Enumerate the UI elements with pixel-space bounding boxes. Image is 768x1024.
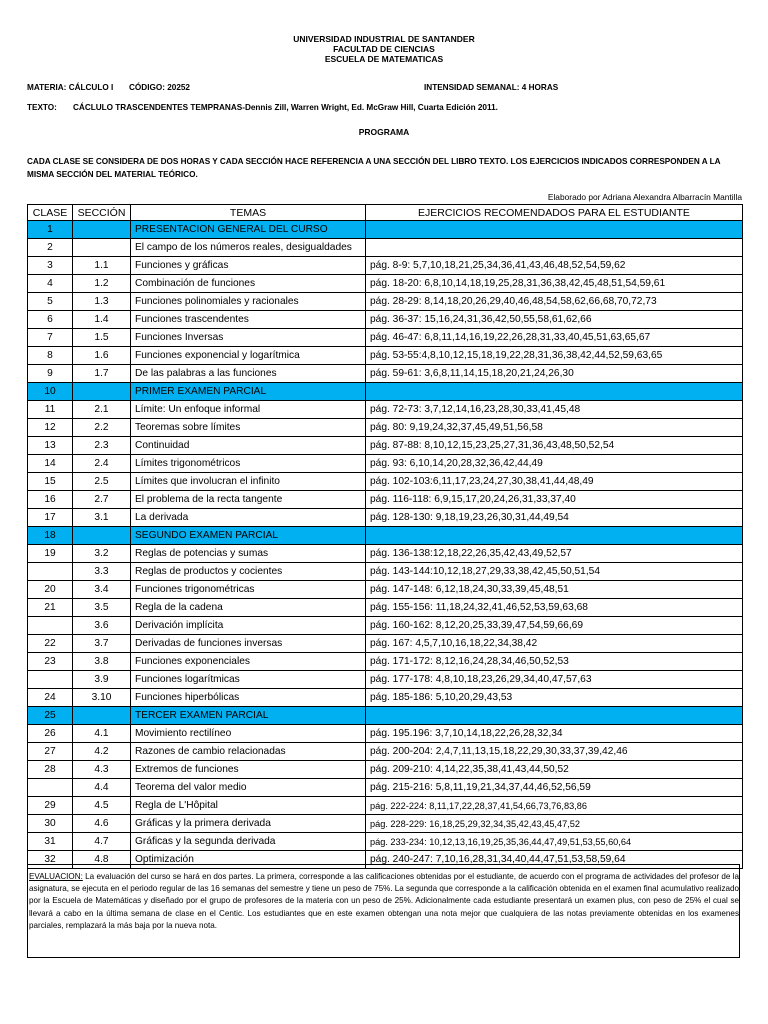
cell-tema: Funciones y gráficas — [131, 257, 366, 275]
cell-seccion: 3.10 — [73, 689, 131, 707]
cell-seccion: 1.7 — [73, 365, 131, 383]
cell-seccion: 3.8 — [73, 653, 131, 671]
table-row — [28, 293, 743, 311]
table-row — [28, 689, 743, 707]
cell-clase: 22 — [28, 635, 73, 653]
cell-ejercicios: pág. 147-148: 6,12,18,24,30,33,39,45,48,51 — [366, 581, 743, 599]
cell-tema: PRESENTACION GENERAL DEL CURSO — [131, 221, 366, 239]
cell-seccion: 2.2 — [73, 419, 131, 437]
cell-clase: 26 — [28, 725, 73, 743]
table-row — [28, 725, 743, 743]
cell-seccion: 4.2 — [73, 743, 131, 761]
cell-tema: Funciones logarítmicas — [131, 671, 366, 689]
cell-ejercicios: pág. 80: 9,19,24,32,37,45,49,51,56,58 — [366, 419, 743, 437]
cell-ejercicios: pág. 228-229: 16,18,25,29,32,34,35,42,43,45,47,52 — [366, 815, 743, 833]
cell-clase: 19 — [28, 545, 73, 563]
program-title: PROGRAMA — [358, 127, 410, 137]
faculty-name: FACULTAD DE CIENCIAS — [333, 44, 435, 54]
table-row — [28, 311, 743, 329]
table-row — [28, 401, 743, 419]
exam-row — [28, 527, 743, 545]
cell-seccion — [73, 707, 131, 725]
cell-tema: De las palabras a las funciones — [131, 365, 366, 383]
cell-clase: 31 — [28, 833, 73, 851]
cell-seccion: 2.5 — [73, 473, 131, 491]
cell-ejercicios: pág. 185-186: 5,10,20,29,43,53 — [366, 689, 743, 707]
cell-clase: 29 — [28, 797, 73, 815]
cell-tema: Regla de la cadena — [131, 599, 366, 617]
cell-seccion — [73, 527, 131, 545]
cell-tema: Combinación de funciones — [131, 275, 366, 293]
cell-tema: Optimización — [131, 851, 366, 869]
table-row — [28, 275, 743, 293]
schedule-table — [27, 204, 743, 869]
cell-clase: 15 — [28, 473, 73, 491]
cell-ejercicios: pág. 136-138:12,18,22,26,35,42,43,49,52,57 — [366, 545, 743, 563]
cell-tema: Derivadas de funciones inversas — [131, 635, 366, 653]
cell-tema: Funciones exponencial y logarítmica — [131, 347, 366, 365]
cell-seccion: 1.4 — [73, 311, 131, 329]
cell-seccion: 1.6 — [73, 347, 131, 365]
cell-ejercicios: pág. 102-103:6,11,17,23,24,27,30,38,41,44,48,49 — [366, 473, 743, 491]
cell-ejercicios: pág. 233-234: 10,12,13,16,19,25,35,36,44,47,49,51,53,55,60,64 — [366, 833, 743, 851]
header-seccion: SECCIÓN — [73, 205, 131, 221]
cell-seccion: 1.2 — [73, 275, 131, 293]
cell-clase: 20 — [28, 581, 73, 599]
cell-clase: 11 — [28, 401, 73, 419]
table-row — [28, 257, 743, 275]
cell-clase: 1 — [28, 221, 73, 239]
cell-seccion: 1.1 — [73, 257, 131, 275]
cell-ejercicios: pág. 240-247: 7,10,16,28,31,34,40,44,47,51,53,58,59,64 — [366, 851, 743, 869]
cell-ejercicios: pág. 143-144:10,12,18,27,29,33,38,42,45,50,51,54 — [366, 563, 743, 581]
cell-tema: Reglas de productos y cocientes — [131, 563, 366, 581]
table-row — [28, 491, 743, 509]
cell-ejercicios: pág. 8-9: 5,7,10,18,21,25,34,36,41,43,46,48,52,54,59,62 — [366, 257, 743, 275]
cell-clase: 3 — [28, 257, 73, 275]
weekly-intensity: INTENSIDAD SEMANAL: 4 HORAS — [424, 83, 559, 92]
cell-seccion: 3.2 — [73, 545, 131, 563]
cell-clase: 14 — [28, 455, 73, 473]
cell-tema: Teorema del valor medio — [131, 779, 366, 797]
table-row — [28, 761, 743, 779]
table-row — [28, 563, 743, 581]
course-code: CÓDIGO: 20252 — [129, 83, 190, 92]
cell-clase: 2 — [28, 239, 73, 257]
cell-ejercicios: pág. 59-61: 3,6,8,11,14,15,18,20,21,24,26,30 — [366, 365, 743, 383]
cell-ejercicios: pág. 128-130: 9,18,19,23,26,30,31,44,49,54 — [366, 509, 743, 527]
table-row — [28, 617, 743, 635]
cell-tema: El problema de la recta tangente — [131, 491, 366, 509]
table-row — [28, 635, 743, 653]
cell-tema: Movimiento rectilíneo — [131, 725, 366, 743]
cell-ejercicios: pág. 36-37: 15,16,24,31,36,42,50,55,58,61,62,66 — [366, 311, 743, 329]
cell-seccion: 4.5 — [73, 797, 131, 815]
cell-ejercicios: pág. 177-178: 4,8,10,18,23,26,29,34,40,47,57,63 — [366, 671, 743, 689]
cell-clase: 18 — [28, 527, 73, 545]
cell-seccion — [73, 239, 131, 257]
cell-ejercicios: pág. 195.196: 3,7,10,14,18,22,26,28,32,34 — [366, 725, 743, 743]
exam-row — [28, 221, 743, 239]
cell-clase: 23 — [28, 653, 73, 671]
note-line-1: CADA CLASE SE CONSIDERA DE DOS HORAS Y CADA SECCIÓN HACE REFERENCIA A UNA SECCIÓN DEL LIBRO TEXTO. LOS EJERCICIOS INDICADOS CORRESPONDEN A LA — [27, 157, 721, 166]
table-row — [28, 347, 743, 365]
cell-clase: 8 — [28, 347, 73, 365]
cell-tema: Funciones trigonométricas — [131, 581, 366, 599]
cell-clase: 25 — [28, 707, 73, 725]
cell-seccion: 2.3 — [73, 437, 131, 455]
cell-seccion: 3.4 — [73, 581, 131, 599]
table-row — [28, 653, 743, 671]
cell-clase: 9 — [28, 365, 73, 383]
course-name: MATERIA: CÁLCULO I — [27, 83, 114, 92]
cell-ejercicios — [366, 239, 743, 257]
cell-clase: 4 — [28, 275, 73, 293]
cell-seccion: 4.4 — [73, 779, 131, 797]
cell-tema: Continuidad — [131, 437, 366, 455]
table-row — [28, 437, 743, 455]
cell-ejercicios: pág. 155-156: 11,18,24,32,41,46,52,53,59,63,68 — [366, 599, 743, 617]
cell-tema: TERCER EXAMEN PARCIAL — [131, 707, 366, 725]
cell-seccion: 3.5 — [73, 599, 131, 617]
cell-seccion: 2.7 — [73, 491, 131, 509]
cell-tema: Funciones polinomiales y racionales — [131, 293, 366, 311]
cell-ejercicios: pág. 116-118: 6,9,15,17,20,24,26,31,33,37,40 — [366, 491, 743, 509]
cell-clase: 28 — [28, 761, 73, 779]
table-row — [28, 509, 743, 527]
cell-clase — [28, 671, 73, 689]
cell-clase: 13 — [28, 437, 73, 455]
table-row — [28, 671, 743, 689]
cell-ejercicios — [366, 707, 743, 725]
cell-clase: 17 — [28, 509, 73, 527]
cell-tema: Gráficas y la primera derivada — [131, 815, 366, 833]
table-row — [28, 419, 743, 437]
header-ejercicios: EJERCICIOS RECOMENDADOS PARA EL ESTUDIANTE — [366, 205, 743, 221]
cell-clase: 12 — [28, 419, 73, 437]
cell-ejercicios: pág. 46-47: 6,8,11,14,16,19,22,26,28,31,33,40,45,51,63,65,67 — [366, 329, 743, 347]
evaluation-text: La evaluación del curso se hará en dos partes. La primera, corresponde a las calificaciones obtenidas por el estudiante, de acuerdo con el programa de actividades del profesor de la asignatura, se ejecuta en el periodo regular de las 16 semanas del semestre y tiene un peso de 75%. La segunda que corresponde a la calificación obtenida en el examen final acumulativo realizado por la Escuela de Matemáticas y diseñado por el grupo de profesores de la materia con un peso de 25%. Adicionalmente cada estudiante presentará un examen plus, con peso de 25% el cual se llevará a cabo en la última semana de clase en el Centic. Los estudiantes que en este examen obtengan una nota mejor que cualquiera de las notas previamente obtenidas en los examenes parciales, remplazará la más baja por la nueva nota. — [29, 872, 740, 930]
table-row — [28, 797, 743, 815]
school-name: ESCUELA DE MATEMATICAS — [324, 54, 444, 64]
cell-seccion: 4.8 — [73, 851, 131, 869]
cell-seccion — [73, 221, 131, 239]
table-row — [28, 779, 743, 797]
cell-seccion: 3.7 — [73, 635, 131, 653]
cell-tema: La derivada — [131, 509, 366, 527]
table-row — [28, 329, 743, 347]
cell-tema: Reglas de potencias y sumas — [131, 545, 366, 563]
cell-ejercicios: pág. 215-216: 5,8,11,19,21,34,37,44,46,52,56,59 — [366, 779, 743, 797]
table-row — [28, 545, 743, 563]
cell-seccion: 4.7 — [73, 833, 131, 851]
exam-row — [28, 707, 743, 725]
cell-tema: PRIMER EXAMEN PARCIAL — [131, 383, 366, 401]
textbook-label: TEXTO: — [27, 103, 57, 112]
cell-ejercicios — [366, 383, 743, 401]
header-clase: CLASE — [28, 205, 73, 221]
cell-clase: 16 — [28, 491, 73, 509]
cell-clase: 27 — [28, 743, 73, 761]
evaluation-box — [27, 864, 740, 958]
cell-tema: Gráficas y la segunda derivada — [131, 833, 366, 851]
cell-clase — [28, 563, 73, 581]
cell-tema: Funciones hiperbólicas — [131, 689, 366, 707]
cell-tema: Límites trigonométricos — [131, 455, 366, 473]
author-credit: Elaborado por Adriana Alexandra Albarracín Mantilla — [547, 192, 742, 202]
note-line-2: MISMA SECCIÓN DEL MATERIAL TEÓRICO. — [27, 170, 198, 179]
cell-ejercicios: pág. 72-73: 3,7,12,14,16,23,28,30,33,41,45,48 — [366, 401, 743, 419]
cell-clase: 5 — [28, 293, 73, 311]
cell-ejercicios — [366, 221, 743, 239]
cell-ejercicios: pág. 18-20: 6,8,10,14,18,19,25,28,31,36,38,42,45,48,51,54,59,61 — [366, 275, 743, 293]
cell-ejercicios: pág. 93: 6,10,14,20,28,32,36,42,44,49 — [366, 455, 743, 473]
cell-tema: Límites que involucran el infinito — [131, 473, 366, 491]
cell-tema: Derivación implícita — [131, 617, 366, 635]
table-row — [28, 743, 743, 761]
cell-seccion: 4.6 — [73, 815, 131, 833]
cell-clase: 30 — [28, 815, 73, 833]
cell-clase: 6 — [28, 311, 73, 329]
cell-clase: 21 — [28, 599, 73, 617]
header-temas: TEMAS — [131, 205, 366, 221]
exam-row — [28, 383, 743, 401]
cell-seccion: 1.3 — [73, 293, 131, 311]
table-row — [28, 581, 743, 599]
university-name: UNIVERSIDAD INDUSTRIAL DE SANTANDER — [293, 34, 475, 44]
table-row — [28, 239, 743, 257]
cell-tema: Límite: Un enfoque informal — [131, 401, 366, 419]
cell-tema: Funciones exponenciales — [131, 653, 366, 671]
cell-seccion: 3.9 — [73, 671, 131, 689]
table-header-row — [28, 205, 743, 221]
cell-ejercicios: pág. 160-162: 8,12,20,25,33,39,47,54,59,66,69 — [366, 617, 743, 635]
cell-ejercicios: pág. 53-55:4,8,10,12,15,18,19,22,28,31,36,38,42,44,52,59,63,65 — [366, 347, 743, 365]
cell-ejercicios: pág. 222-224: 8,11,17,22,28,37,41,54,66,73,76,83,86 — [366, 797, 743, 815]
cell-ejercicios: pág. 28-29: 8,14,18,20,26,29,40,46,48,54,58,62,66,68,70,72,73 — [366, 293, 743, 311]
cell-clase: 32 — [28, 851, 73, 869]
cell-tema: Funciones trascendentes — [131, 311, 366, 329]
table-row — [28, 455, 743, 473]
cell-seccion: 4.3 — [73, 761, 131, 779]
cell-tema: Teoremas sobre límites — [131, 419, 366, 437]
cell-clase: 7 — [28, 329, 73, 347]
table-row — [28, 815, 743, 833]
cell-seccion: 3.3 — [73, 563, 131, 581]
cell-seccion: 2.1 — [73, 401, 131, 419]
cell-seccion: 3.1 — [73, 509, 131, 527]
cell-clase: 10 — [28, 383, 73, 401]
cell-clase: 24 — [28, 689, 73, 707]
textbook-value: CÁCLULO TRASCENDENTES TEMPRANAS-Dennis Zill, Warren Wright, Ed. McGraw Hill, Cuarta Edición 2011. — [73, 103, 498, 112]
cell-seccion: 1.5 — [73, 329, 131, 347]
table-row — [28, 365, 743, 383]
cell-tema: Regla de L'Hôpital — [131, 797, 366, 815]
cell-tema: Funciones Inversas — [131, 329, 366, 347]
cell-tema: Extremos de funciones — [131, 761, 366, 779]
cell-seccion: 3.6 — [73, 617, 131, 635]
cell-ejercicios: pág. 167: 4,5,7,10,16,18,22,34,38,42 — [366, 635, 743, 653]
cell-ejercicios — [366, 527, 743, 545]
table-row — [28, 473, 743, 491]
evaluation-label: EVALUACION: — [29, 872, 83, 881]
cell-seccion: 2.4 — [73, 455, 131, 473]
cell-seccion — [73, 383, 131, 401]
cell-ejercicios: pág. 209-210: 4,14,22,35,38,41,43,44,50,52 — [366, 761, 743, 779]
cell-clase — [28, 617, 73, 635]
cell-tema: El campo de los números reales, desigualdades — [131, 239, 366, 257]
table-row — [28, 833, 743, 851]
cell-ejercicios: pág. 171-172: 8,12,16,24,28,34,46,50,52,53 — [366, 653, 743, 671]
table-row — [28, 599, 743, 617]
cell-ejercicios: pág. 87-88: 8,10,12,15,23,25,27,31,36,43,48,50,52,54 — [366, 437, 743, 455]
cell-tema: Razones de cambio relacionadas — [131, 743, 366, 761]
cell-tema: SEGUNDO EXAMEN PARCIAL — [131, 527, 366, 545]
cell-seccion: 4.1 — [73, 725, 131, 743]
cell-clase — [28, 779, 73, 797]
cell-ejercicios: pág. 200-204: 2,4,7,11,13,15,18,22,29,30,33,37,39,42,46 — [366, 743, 743, 761]
